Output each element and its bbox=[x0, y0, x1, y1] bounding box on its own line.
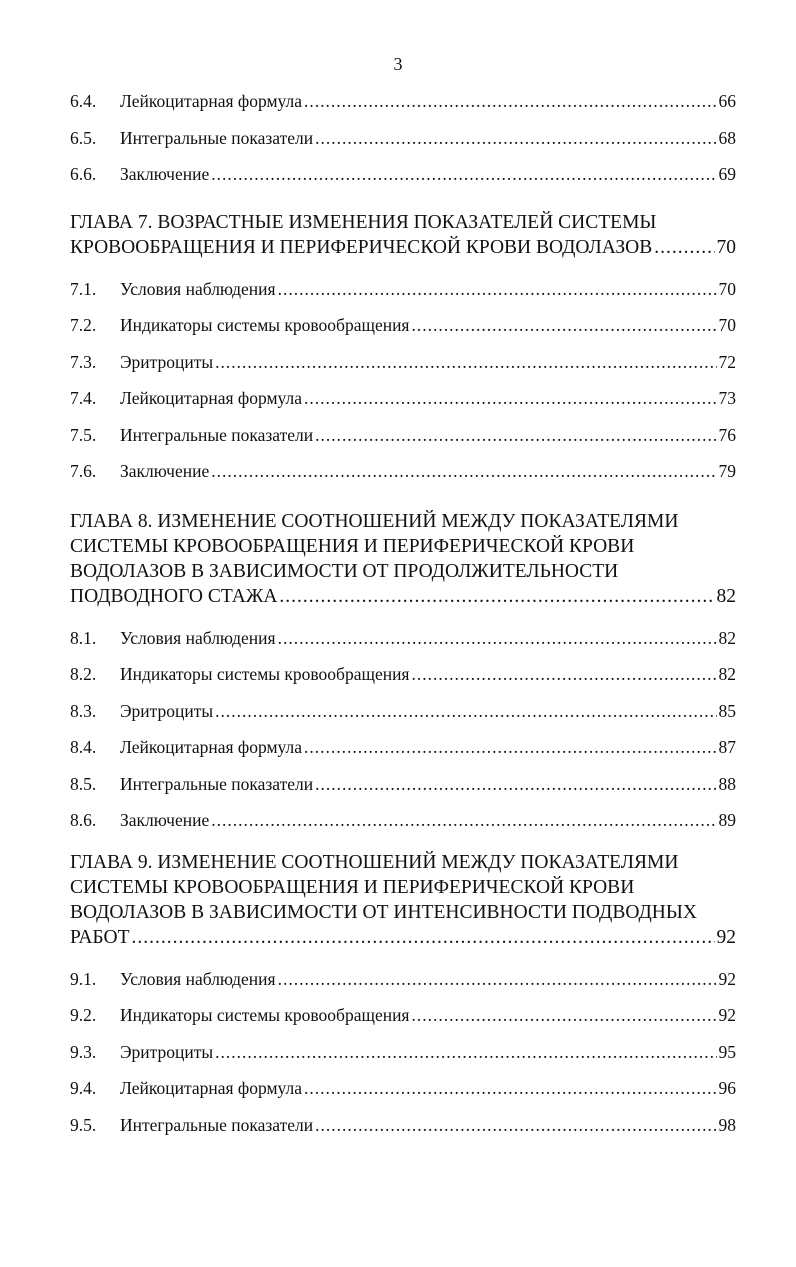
dot-leader bbox=[132, 925, 715, 950]
entry-number: 8.2. bbox=[70, 664, 97, 684]
toc-entry bbox=[70, 456, 736, 493]
toc-entry bbox=[70, 420, 736, 457]
entry-page: 69 bbox=[718, 164, 736, 184]
toc-entry bbox=[70, 659, 736, 696]
entry-title: Интегральные показатели bbox=[120, 127, 314, 148]
dot-leader bbox=[279, 584, 714, 609]
entry-page: 85 bbox=[718, 700, 736, 721]
entry-number: 9.4. bbox=[70, 1078, 97, 1098]
entry-number: 8.3. bbox=[70, 700, 97, 721]
entry-page: 96 bbox=[718, 1078, 736, 1098]
entry-number: 8.4. bbox=[70, 737, 97, 757]
chapter-heading-line: РАБОТ bbox=[70, 926, 130, 948]
entry-page: 87 bbox=[718, 737, 736, 757]
entry-page: 79 bbox=[718, 461, 736, 481]
entry-page: 72 bbox=[718, 351, 736, 372]
dot-leader bbox=[215, 347, 716, 377]
entry-page: 66 bbox=[718, 91, 736, 111]
chapter-heading-last-line bbox=[70, 235, 736, 260]
dot-leader bbox=[412, 1000, 717, 1030]
entry-title: Лейкоцитарная формула bbox=[120, 1078, 303, 1098]
entry-number: 7.6. bbox=[70, 461, 97, 481]
chapter-heading-line: СИСТЕМЫ КРОВООБРАЩЕНИЯ И ПЕРИФЕРИЧЕСКОЙ КРОВИ bbox=[70, 535, 635, 557]
toc-entry bbox=[70, 86, 736, 123]
entry-number: 8.1. bbox=[70, 627, 97, 648]
entry-number: 6.6. bbox=[70, 164, 97, 184]
dot-leader bbox=[304, 732, 716, 762]
chapter-heading-last-line bbox=[70, 584, 736, 609]
dot-leader bbox=[304, 1073, 716, 1103]
entry-title: Интегральные показатели bbox=[120, 1114, 314, 1135]
entry-number: 6.5. bbox=[70, 127, 97, 148]
entry-number: 8.6. bbox=[70, 810, 97, 830]
dot-leader bbox=[278, 623, 717, 653]
chapter-heading-line: ПОДВОДНОГО СТАЖА bbox=[70, 585, 278, 607]
chapter-page: 70 bbox=[716, 236, 736, 258]
entry-title: Эритроциты bbox=[120, 700, 214, 721]
dot-leader bbox=[215, 1037, 716, 1067]
entry-page: 92 bbox=[718, 1005, 736, 1025]
chapter-heading-line: ГЛАВА 8. ИЗМЕНЕНИЕ СООТНОШЕНИЙ МЕЖДУ ПОКАЗАТЕЛЯМИ bbox=[70, 510, 679, 532]
entry-page: 89 bbox=[718, 810, 736, 830]
dot-leader bbox=[304, 383, 716, 413]
dot-leader bbox=[278, 964, 717, 994]
toc-entry bbox=[70, 347, 736, 384]
entry-page: 98 bbox=[718, 1114, 736, 1135]
toc-entry bbox=[70, 1110, 736, 1147]
entry-title: Условия наблюдения bbox=[120, 627, 276, 648]
chapter-page: 92 bbox=[716, 926, 736, 948]
toc-entry bbox=[70, 623, 736, 660]
entry-number: 9.3. bbox=[70, 1041, 97, 1062]
entry-title: Индикаторы системы кровообращения bbox=[120, 1005, 410, 1025]
entry-page: 88 bbox=[718, 773, 736, 794]
chapter-heading-line: ВОДОЛАЗОВ В ЗАВИСИМОСТИ ОТ ИНТЕНСИВНОСТИ ПОДВОДНЫХ bbox=[70, 901, 697, 923]
entry-page: 76 bbox=[718, 424, 736, 445]
toc-entry bbox=[70, 159, 736, 196]
entry-title: Заключение bbox=[120, 461, 210, 481]
entry-number: 9.2. bbox=[70, 1005, 97, 1025]
dot-leader bbox=[412, 659, 717, 689]
toc-entry bbox=[70, 732, 736, 769]
entry-page: 70 bbox=[718, 315, 736, 335]
entry-title: Эритроциты bbox=[120, 351, 214, 372]
toc-entry bbox=[70, 769, 736, 806]
entry-page: 92 bbox=[718, 968, 736, 989]
entry-number: 9.1. bbox=[70, 968, 97, 989]
entry-page: 82 bbox=[718, 627, 736, 648]
chapter-heading-line: КРОВООБРАЩЕНИЯ И ПЕРИФЕРИЧЕСКОЙ КРОВИ ВОДОЛАЗОВ bbox=[70, 236, 653, 258]
page-number: 3 bbox=[393, 54, 403, 74]
entry-page: 95 bbox=[718, 1041, 736, 1062]
toc-entry bbox=[70, 123, 736, 160]
toc-entry bbox=[70, 964, 736, 1001]
entry-page: 68 bbox=[718, 127, 736, 148]
dot-leader bbox=[211, 456, 716, 486]
toc-entry bbox=[70, 805, 736, 842]
entry-title: Лейкоцитарная формула bbox=[120, 388, 303, 408]
dot-leader bbox=[315, 1110, 716, 1140]
entry-page: 70 bbox=[718, 278, 736, 299]
entry-number: 6.4. bbox=[70, 91, 97, 111]
chapter-8-heading bbox=[70, 509, 736, 609]
entry-number: 8.5. bbox=[70, 773, 97, 794]
entry-number: 7.5. bbox=[70, 424, 97, 445]
chapter-heading-line: СИСТЕМЫ КРОВООБРАЩЕНИЯ И ПЕРИФЕРИЧЕСКОЙ КРОВИ bbox=[70, 876, 635, 898]
toc-entry bbox=[70, 696, 736, 733]
entry-title: Интегральные показатели bbox=[120, 424, 314, 445]
entry-number: 9.5. bbox=[70, 1114, 97, 1135]
entry-title: Заключение bbox=[120, 164, 210, 184]
dot-leader bbox=[315, 769, 716, 799]
dot-leader bbox=[315, 420, 716, 450]
table-of-contents bbox=[70, 86, 736, 1146]
entry-title: Эритроциты bbox=[120, 1041, 214, 1062]
entry-title: Заключение bbox=[120, 810, 210, 830]
toc-entry bbox=[70, 310, 736, 347]
dot-leader bbox=[412, 310, 717, 340]
toc-entry bbox=[70, 274, 736, 311]
entry-title: Условия наблюдения bbox=[120, 278, 276, 299]
entry-title: Лейкоцитарная формула bbox=[120, 91, 303, 111]
toc-entry bbox=[70, 383, 736, 420]
chapter-7-heading bbox=[70, 210, 736, 260]
entry-page: 82 bbox=[718, 664, 736, 684]
dot-leader bbox=[315, 123, 716, 153]
entry-title: Индикаторы системы кровообращения bbox=[120, 664, 410, 684]
chapter-9-heading bbox=[70, 850, 736, 950]
chapter-heading-last-line bbox=[70, 925, 736, 950]
toc-entry bbox=[70, 1000, 736, 1037]
dot-leader bbox=[654, 235, 714, 260]
entry-title: Лейкоцитарная формула bbox=[120, 737, 303, 757]
entry-number: 7.4. bbox=[70, 388, 97, 408]
toc-entry bbox=[70, 1073, 736, 1110]
entry-title: Индикаторы системы кровообращения bbox=[120, 315, 410, 335]
toc-entry bbox=[70, 1037, 736, 1074]
entry-title: Интегральные показатели bbox=[120, 773, 314, 794]
entry-number: 7.2. bbox=[70, 315, 97, 335]
dot-leader bbox=[215, 696, 716, 726]
entry-title: Условия наблюдения bbox=[120, 968, 276, 989]
entry-number: 7.3. bbox=[70, 351, 97, 372]
entry-number: 7.1. bbox=[70, 278, 97, 299]
dot-leader bbox=[304, 86, 716, 116]
chapter-page: 82 bbox=[716, 585, 736, 607]
chapter-heading-line: ГЛАВА 9. ИЗМЕНЕНИЕ СООТНОШЕНИЙ МЕЖДУ ПОКАЗАТЕЛЯМИ bbox=[70, 851, 679, 873]
dot-leader bbox=[211, 159, 716, 189]
dot-leader bbox=[278, 274, 717, 304]
entry-page: 73 bbox=[718, 388, 736, 408]
chapter-heading-line: ГЛАВА 7. ВОЗРАСТНЫЕ ИЗМЕНЕНИЯ ПОКАЗАТЕЛЕЙ СИСТЕМЫ bbox=[70, 211, 657, 233]
dot-leader bbox=[211, 805, 716, 835]
chapter-heading-line: ВОДОЛАЗОВ В ЗАВИСИМОСТИ ОТ ПРОДОЛЖИТЕЛЬНОСТИ bbox=[70, 560, 619, 582]
